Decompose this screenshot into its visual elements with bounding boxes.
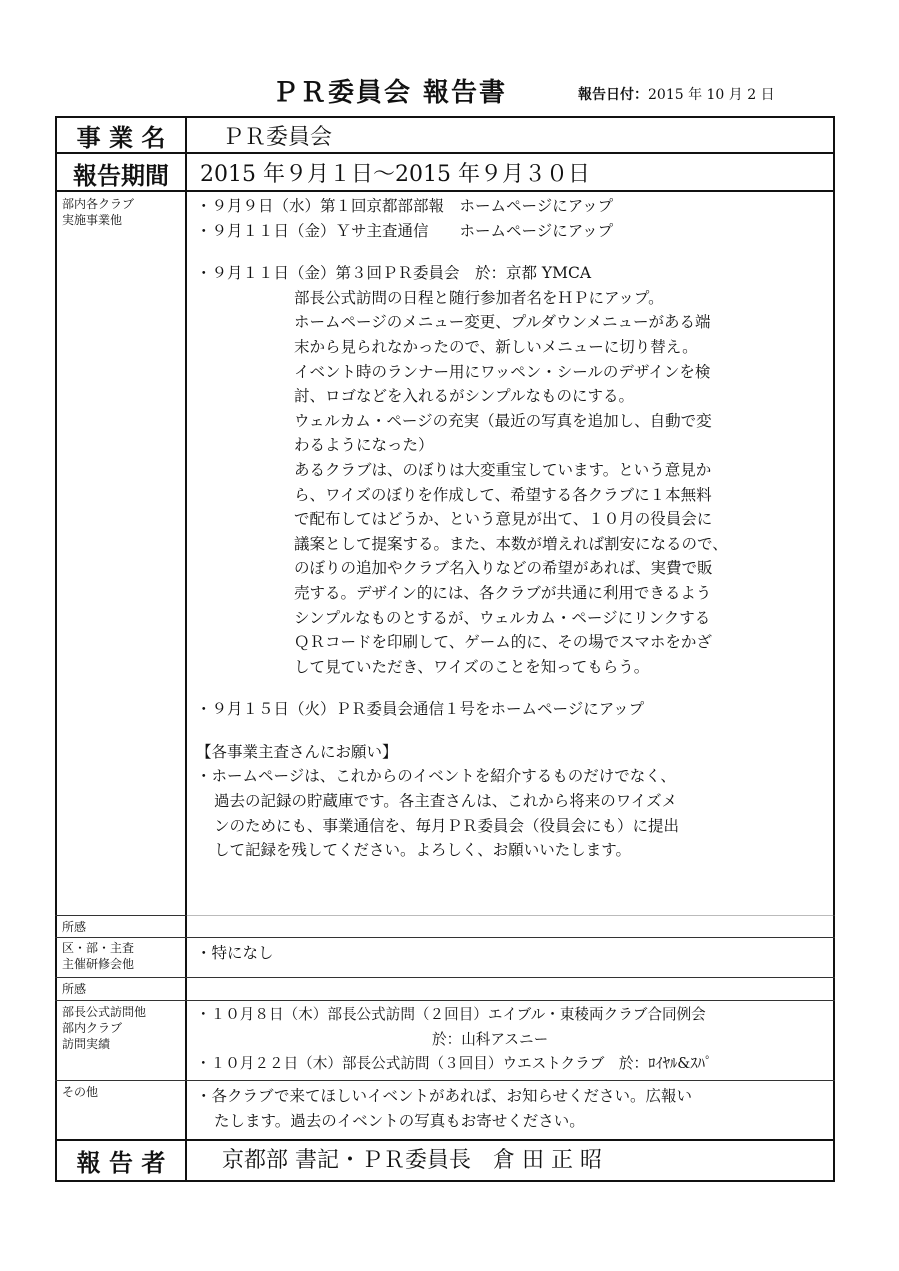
report-date-label: 報告日付： (578, 87, 648, 103)
visits-label-line: 訪問実績 (62, 1037, 111, 1051)
training-label (62, 940, 182, 972)
activity-line: して見ていただき、ワイズのことを知ってもらう。 (294, 657, 650, 676)
visit-venue: 於：山科アスニー (432, 1030, 549, 1048)
activities-label-line: 部内各クラブ (62, 197, 135, 211)
visits-label (62, 1004, 182, 1052)
activity-line: ・９月１５日（火）ＰＲ委員会通信１号をホームページにアップ (196, 700, 645, 719)
row-divider (55, 977, 835, 978)
activity-line: 議案として提案する。また、本数が増えれば割安になるので、 (294, 534, 728, 553)
activity-line: 過去の記録の貯蔵庫です。各主査さんは、これから将来のワイズメ (214, 792, 678, 811)
row-divider (55, 1080, 835, 1081)
activity-line: で配布してはどうか、という意見が出て、１０月の役員会に (294, 510, 713, 529)
visits-label-line: 部長公式訪問他 (62, 1005, 147, 1019)
activity-line: ＱＲコードを印刷して、ゲーム的に、その場でスマホをかざ (294, 633, 712, 652)
reporter-value: 京都部 書記・ＰＲ委員長 倉 田 正 昭 (222, 1148, 602, 1173)
activities-content (196, 194, 830, 863)
activity-line: わるようになった） (294, 436, 434, 455)
impression-label: 所感 (62, 982, 87, 996)
visit-line: ・１０月２２日（木）部長公式訪問（３回目）ウエストクラブ 於：ﾛｲﾔﾙ&ｽﾊﾟ (196, 1055, 713, 1073)
activity-line: して記録を残してください。よろしく、お願いいたします。 (214, 841, 631, 860)
row-divider (55, 937, 835, 938)
other-label: その他 (62, 1085, 99, 1099)
training-content (196, 941, 830, 966)
row-divider (55, 1000, 835, 1001)
activity-line: ウェルカム・ページの充実（最近の写真を追加し、自動で変 (294, 411, 712, 430)
activities-label (62, 196, 182, 228)
business-name-label: 事 業 名 (76, 124, 166, 152)
other-line: たします。過去のイベントの写真もお寄せください。 (214, 1111, 585, 1130)
activity-line: あるクラブは、のぼりは大変重宝しています。という意見か (294, 460, 712, 479)
report-date (578, 84, 775, 104)
activity-line: ンのためにも、事業通信を、毎月ＰＲ委員会（役員会にも）に提出 (214, 816, 680, 835)
other-content (196, 1084, 830, 1133)
activity-line: 部長公式訪問の日程と随行参加者名をＨＰにアップ。 (294, 288, 664, 307)
activity-line: ら、ワイズのぼりを作成して、希望する各クラブに１本無料 (294, 485, 712, 504)
row-divider (55, 1139, 835, 1141)
page-title: ＰＲ委員会 報告書 (272, 78, 508, 108)
activity-line: ・９月１１日（金）Ｙサ主査通信 ホームページにアップ (196, 221, 614, 240)
report-date-value: 2015 年 10 月 2 日 (648, 87, 775, 103)
activity-line: シンプルなものとするが、ウェルカム・ページにリンクする (294, 608, 711, 627)
visits-label-line: 部内クラブ (62, 1021, 123, 1035)
activity-line: ・９月１１日（金）第３回ＰＲ委員会 於：京都 YMCA (196, 264, 592, 283)
activity-line: ホームページのメニュー変更、プルダウンメニューがある端 (294, 313, 711, 332)
impression-label: 所感 (62, 920, 87, 934)
activity-line: 末から見られなかったので、新しいメニューに切り替え。 (294, 337, 698, 356)
period-value: 2015 年９月１日～2015 年９月３０日 (200, 162, 590, 187)
column-divider (185, 116, 187, 1182)
business-name-value: ＰＲ委員会 (222, 125, 333, 150)
activity-line: 討、ロゴなどを入れるがシンプルなものにする。 (294, 387, 634, 406)
request-heading: 【各事業主査さんにお願い】 (196, 742, 398, 761)
visits-content (196, 1003, 830, 1077)
dashed-divider (187, 915, 833, 916)
training-value: ・特になし (196, 944, 274, 962)
period-label: 報告期間 (73, 162, 169, 190)
activity-line: のぼりの追加やクラブ名入りなどの希望があれば、実費で販 (294, 559, 713, 578)
activity-line: ・ホームページは、これからのイベントを紹介するものだけでなく、 (196, 767, 676, 786)
activity-line: イベント時のランナー用にワッペン・シールのデザインを検 (294, 362, 711, 381)
activity-line: ・９月９日（水）第１回京都部部報 ホームページにアップ (196, 197, 614, 215)
activities-label-line: 実施事業他 (62, 213, 123, 227)
training-label-line: 区・部・主査 (62, 941, 135, 955)
activity-line: 売する。デザイン的には、各クラブが共通に利用できるよう (294, 583, 712, 602)
reporter-label: 報 告 者 (76, 1149, 166, 1177)
visit-line: ・１０月８日（木）部長公式訪問（２回目）エイブル・東稜両クラブ合同例会 (196, 1006, 706, 1023)
other-line: ・各クラブで来てほしいイベントがあれば、お知らせください。広報い (196, 1087, 693, 1105)
training-label-line: 主催研修会他 (62, 957, 135, 971)
